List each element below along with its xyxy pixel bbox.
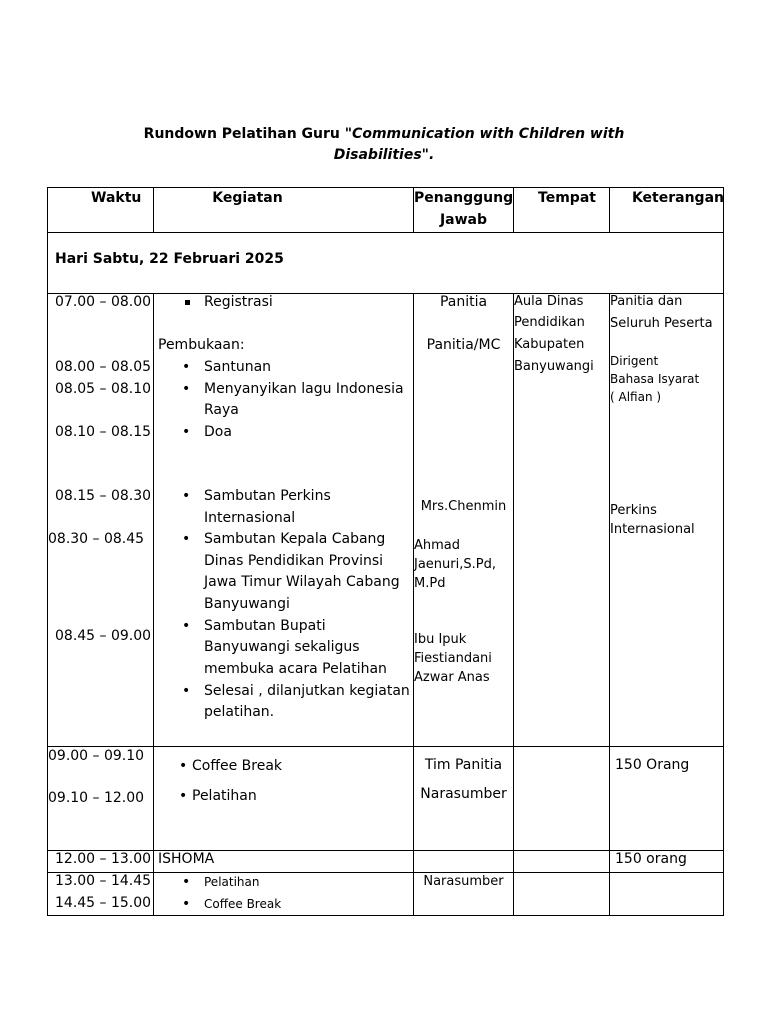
activity-kepala: Sambutan Kepala Cabang: [204, 531, 386, 547]
time-cell: 08.30 – 08.45: [48, 531, 145, 547]
time-cell: 08.45 – 09.00: [55, 628, 152, 644]
ket-dirigent-cont: ( Alfian ): [610, 390, 662, 404]
time-cell: 09.00 – 09.10: [48, 748, 145, 764]
table-rule-header: [47, 232, 724, 233]
bullet-icon: •: [182, 531, 191, 547]
activity-kepala-cont: Dinas Pendidikan Provinsi: [204, 553, 384, 569]
ket-perkins-cont: Internasional: [610, 522, 695, 537]
tempat-line: Banyuwangi: [514, 359, 594, 374]
document-title-line2: [0, 145, 768, 166]
time-cell: 08.10 – 08.15: [55, 424, 152, 440]
bullet-icon: •: [179, 788, 188, 804]
pj-ipuk-cont: Fiestiandani: [414, 651, 492, 666]
activity-registrasi: Registrasi: [204, 294, 273, 310]
activity-bupati-cont: Banyuwangi sekaligus: [204, 639, 360, 655]
pj-ipuk: Ibu Ipuk: [414, 632, 467, 647]
table-rule-row1: [47, 746, 724, 747]
activity-bupati: Sambutan Bupati: [204, 618, 326, 634]
pj-panitia-mc: Panitia/MC: [426, 337, 501, 353]
day-label: Hari Sabtu, 22 Februari 2025: [55, 251, 284, 267]
col-rule-kegiatan: [413, 293, 414, 916]
square-bullet-icon: [185, 300, 190, 305]
ket-panitia-cont: Seluruh Peserta: [610, 316, 713, 331]
activity-selesai-cont: pelatihan.: [204, 704, 275, 720]
document-title: [0, 124, 768, 145]
bullet-icon: •: [182, 381, 191, 397]
tempat-line: Aula Dinas: [514, 294, 584, 309]
time-cell: 12.00 – 13.00: [55, 851, 152, 867]
activity-doa: Doa: [204, 424, 232, 440]
col-rule-pj: [513, 293, 514, 916]
time-cell: 08.15 – 08.30: [55, 488, 152, 504]
pj-ahmad-cont: Jaenuri,S.Pd,: [414, 557, 496, 572]
header-jawab: Jawab: [439, 212, 488, 228]
activity-lagu: Menyanyikan lagu Indonesia: [204, 381, 404, 397]
bullet-icon: •: [182, 896, 191, 912]
activity-kepala-cont: Banyuwangi: [204, 596, 290, 612]
ket-dirigent: Dirigent: [610, 354, 659, 368]
bullet-icon: •: [179, 758, 188, 774]
tempat-line: Kabupaten: [514, 337, 585, 352]
activity-selesai: Selesai , dilanjutkan kegiatan: [204, 683, 410, 699]
activity-perkins-cont: Internasional: [204, 510, 296, 526]
pj-ahmad: Ahmad: [414, 538, 461, 553]
activity-lagu-cont: Raya: [204, 402, 239, 418]
time-cell: 08.05 – 08.10: [55, 381, 152, 397]
table-border-bottom: [47, 915, 724, 916]
bullet-icon: •: [182, 683, 191, 699]
pj-narasumber: Narasumber: [423, 874, 504, 889]
activity-ishoma: ISHOMA: [158, 851, 215, 867]
activity-santunan: Santunan: [204, 359, 272, 375]
bullet-icon: •: [182, 618, 191, 634]
activity-perkins: Sambutan Perkins: [204, 488, 331, 504]
time-cell: 07.00 – 08.00: [55, 294, 152, 310]
table-border-right: [723, 187, 724, 916]
ket-dirigent-cont: Bahasa Isyarat: [610, 372, 700, 386]
activity-pelatihan: Pelatihan: [192, 788, 257, 804]
bullet-icon: •: [182, 359, 191, 375]
title-prefix: Rundown Pelatihan Guru ": [143, 126, 353, 142]
pj-narasumber: Narasumber: [420, 786, 507, 802]
tempat-line: Pendidikan: [514, 315, 585, 330]
ket-panitia: Panitia dan: [610, 294, 683, 309]
header-kegiatan: Kegiatan: [212, 190, 283, 206]
activity-pembukaan: Pembukaan:: [158, 337, 245, 353]
activity-kepala-cont: Jawa Timur Wilayah Cabang: [204, 574, 400, 590]
pj-panitia: Panitia: [439, 294, 488, 310]
time-cell: 08.00 – 08.05: [55, 359, 152, 375]
ket-perkins: Perkins: [610, 503, 657, 518]
pj-ahmad-cont: M.Pd: [414, 576, 446, 591]
bullet-icon: •: [182, 874, 191, 890]
rundown-table: [47, 187, 724, 916]
activity-coffee-break: Coffee Break: [192, 758, 283, 774]
header-keterangan: Keterangan: [631, 190, 724, 206]
header-waktu: Waktu: [91, 190, 142, 206]
time-cell: 09.10 – 12.00: [48, 790, 145, 806]
time-cell: 13.00 – 14.45: [55, 873, 152, 889]
header-tempat: Tempat: [538, 190, 596, 206]
ket-jumlah: 150 Orang: [615, 757, 690, 773]
title-italic-line2: Disabilities".: [333, 147, 435, 163]
pj-chenmin: Mrs.Chenmin: [420, 499, 507, 514]
activity-coffee-break: Coffee Break: [204, 897, 282, 911]
bullet-icon: •: [182, 488, 191, 504]
pj-ipuk-cont: Azwar Anas: [414, 670, 490, 685]
col-rule-waktu: [153, 293, 154, 916]
activity-bupati-cont: membuka acara Pelatihan: [204, 661, 387, 677]
bullet-icon: •: [182, 424, 191, 440]
activity-pelatihan: Pelatihan: [204, 875, 260, 889]
pj-tim-panitia: Tim Panitia: [424, 757, 503, 773]
header-penanggung: Penanggung: [414, 190, 514, 206]
ket-jumlah: 150 orang: [615, 851, 687, 867]
title-italic-line1: Communication with Children with: [352, 126, 625, 142]
time-cell: 14.45 – 15.00: [55, 895, 152, 911]
